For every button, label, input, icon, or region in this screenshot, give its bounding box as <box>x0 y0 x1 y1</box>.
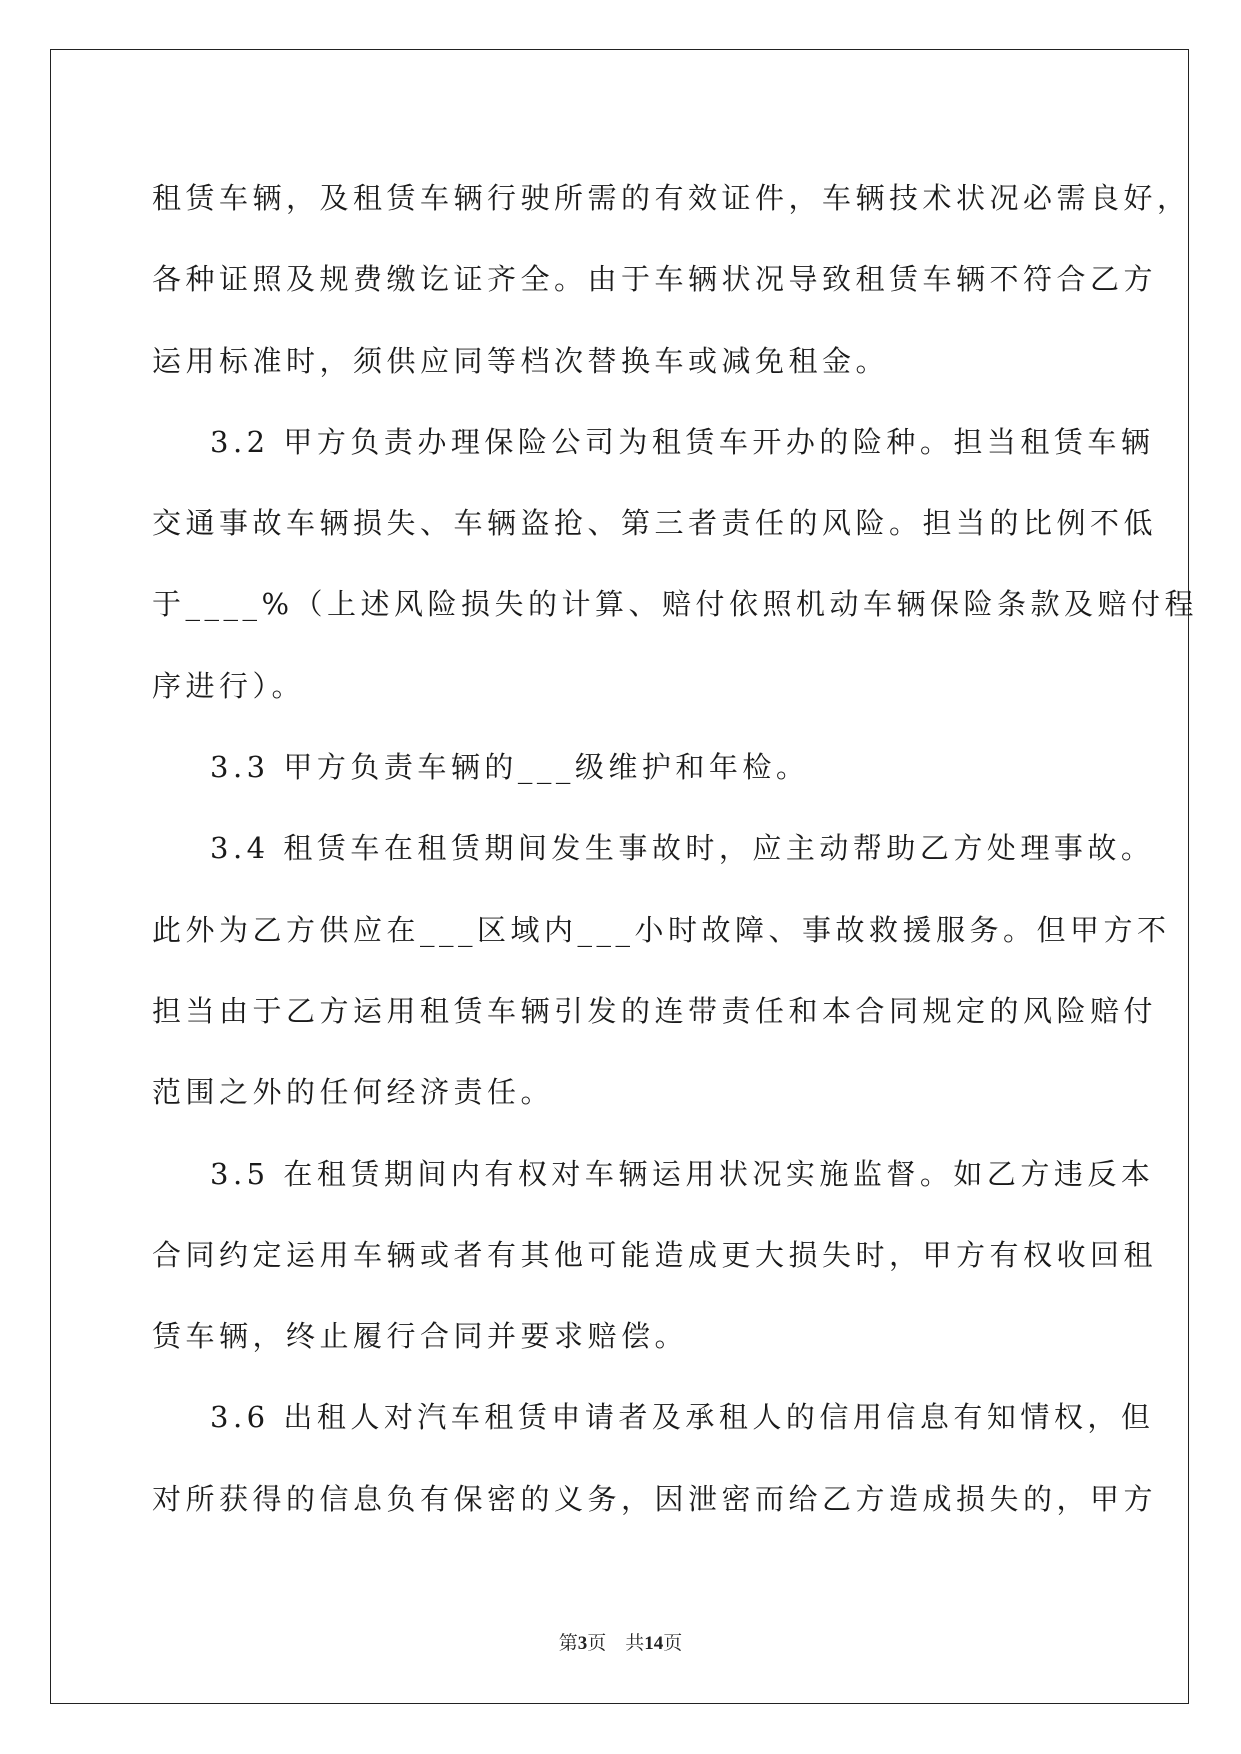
clause-3-5-line: 3.5 在租赁期间内有权对车辆运用状况实施监督。如乙方违反本 <box>210 1156 1155 1191</box>
footer-prefix: 第 <box>558 1633 578 1654</box>
page-footer <box>0 1628 1241 1655</box>
text-line: 运用标准时，须供应同等档次替换车或减免租金。 <box>152 343 890 378</box>
footer-mid: 页 共 <box>587 1633 645 1654</box>
text-line: 范围之外的任何经济责任。 <box>152 1075 555 1110</box>
text-line: 担当由于乙方运用租赁车辆引发的连带责任和本合同规定的风险赔付 <box>152 993 1158 1028</box>
text-line: 此外为乙方供应在___区域内___小时故障、事故救援服务。但甲方不 <box>152 912 1171 947</box>
text-line: 各种证照及规费缴讫证齐全。由于车辆状况导致租赁车辆不符合乙方 <box>152 262 1158 297</box>
clause-3-4-line: 3.4 租赁车在租赁期间发生事故时，应主动帮助乙方处理事故。 <box>210 831 1155 866</box>
text-line: 于____%（上述风险损失的计算、赔付依照机动车辆保险条款及赔付程 <box>152 587 1199 622</box>
current-page-number: 3 <box>577 1633 588 1654</box>
clause-3-3-line: 3.3 甲方负责车辆的___级维护和年检。 <box>210 750 810 785</box>
text-line: 对所获得的信息负有保密的义务，因泄密而给乙方造成损失的，甲方 <box>152 1481 1158 1516</box>
clause-3-6-line: 3.6 出租人对汽车租赁申请者及承租人的信用信息有知情权，但 <box>210 1400 1155 1435</box>
text-line: 序进行）。 <box>152 668 306 703</box>
text-line: 交通事故车辆损失、车辆盗抢、第三者责任的风险。担当的比例不低 <box>152 506 1158 541</box>
text-line: 合同约定运用车辆或者有其他可能造成更大损失时，甲方有权收回租 <box>152 1237 1158 1272</box>
text-line: 赁车辆，终止履行合同并要求赔偿。 <box>152 1319 689 1354</box>
clause-3-2-line: 3.2 甲方负责办理保险公司为租赁车开办的险种。担当租赁车辆 <box>210 424 1155 459</box>
footer-suffix: 页 <box>663 1633 683 1654</box>
text-line: 租赁车辆，及租赁车辆行驶所需的有效证件，车辆技术状况必需良好， <box>152 181 1191 215</box>
document-body <box>152 158 1199 1540</box>
total-page-count: 14 <box>644 1633 664 1654</box>
